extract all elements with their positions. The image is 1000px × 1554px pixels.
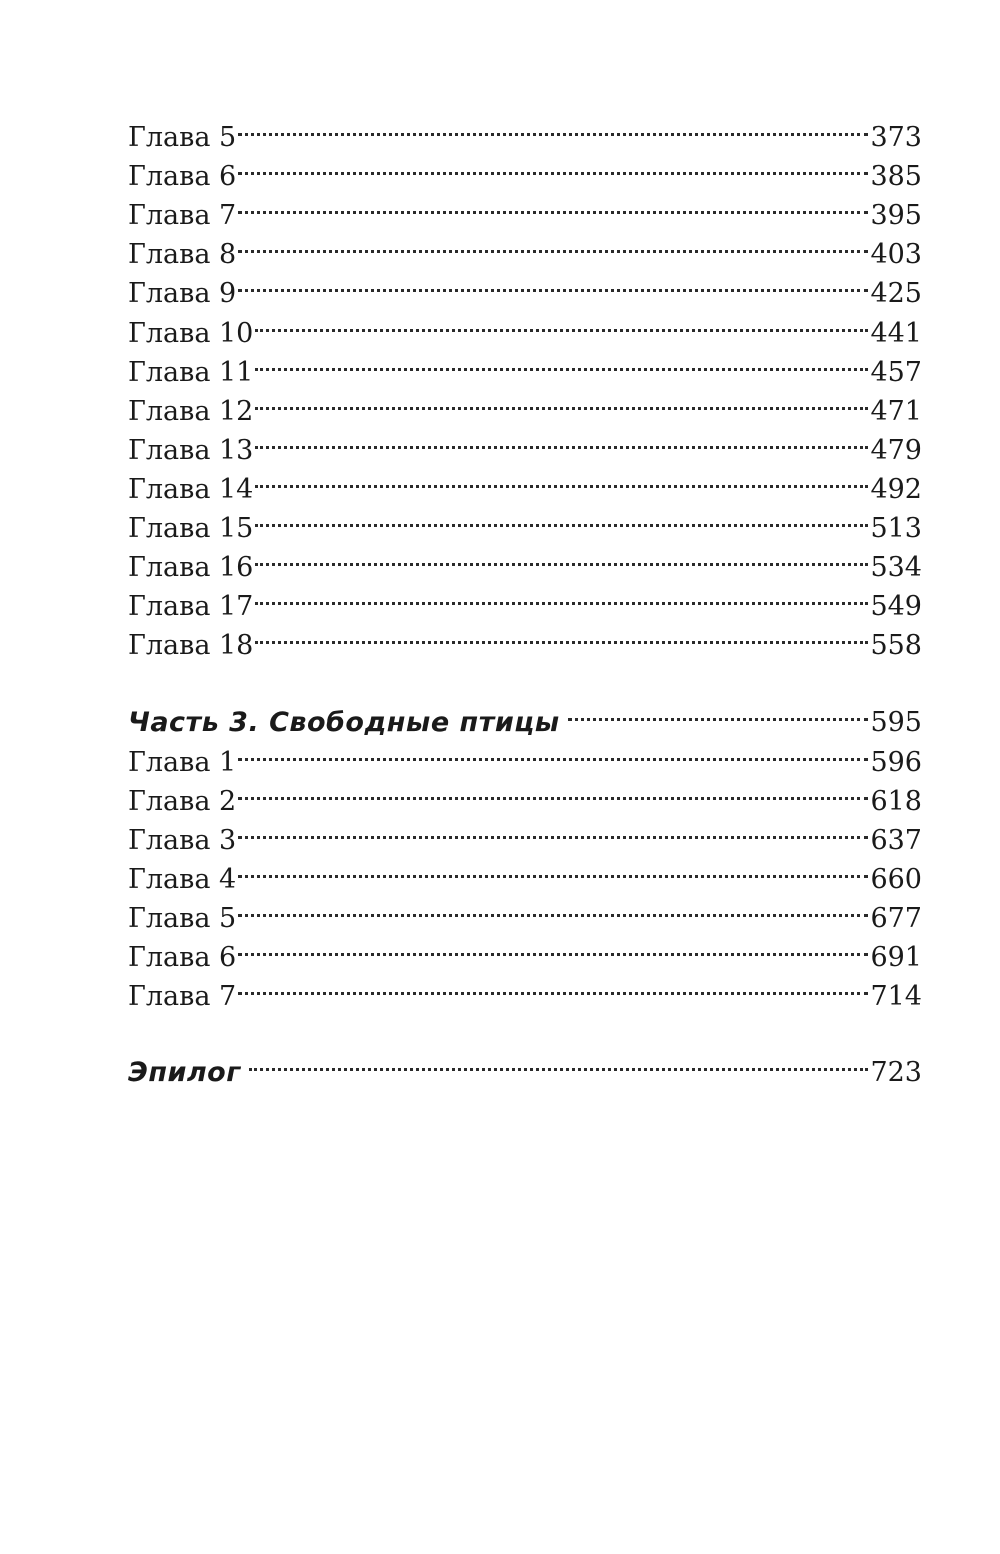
dot-leader <box>238 263 868 302</box>
toc-part-heading[interactable] <box>128 692 922 739</box>
toc-entry[interactable] <box>128 224 922 271</box>
chapter-title: Глава 15 <box>128 513 254 545</box>
part-title: Часть 3. Свободные птицы <box>128 707 560 739</box>
dot-leader <box>238 966 868 1005</box>
chapter-title: Глава 13 <box>128 434 254 466</box>
page-number: 492 <box>870 473 922 505</box>
chapter-title: Глава 7 <box>128 200 237 232</box>
chapter-title: Глава 12 <box>128 395 254 427</box>
page-number: 677 <box>870 902 922 934</box>
page-number: 479 <box>870 434 922 466</box>
dot-leader <box>238 224 868 263</box>
dot-leader <box>255 381 868 420</box>
toc-entry[interactable] <box>128 146 922 193</box>
page-number: 596 <box>870 746 922 778</box>
page-number: 403 <box>870 239 922 271</box>
dot-leader <box>255 420 868 459</box>
page-number: 549 <box>870 591 922 623</box>
page-number: 637 <box>870 824 922 856</box>
part2-chapter-list <box>128 107 922 662</box>
dot-leader <box>255 615 868 654</box>
chapter-title: Глава 6 <box>128 941 237 973</box>
page-number: 395 <box>870 200 922 232</box>
chapter-title: Глава 2 <box>128 785 237 817</box>
dot-leader <box>238 888 868 927</box>
page-number: 457 <box>870 356 922 388</box>
dot-leader <box>255 498 868 537</box>
dot-leader <box>255 576 868 615</box>
page-number: 441 <box>870 317 922 349</box>
chapter-title: Глава 8 <box>128 239 237 271</box>
dot-leader <box>238 771 868 810</box>
page-number: 691 <box>870 941 922 973</box>
dot-leader <box>238 927 868 966</box>
toc-entry[interactable] <box>128 966 922 1013</box>
chapter-title: Глава 10 <box>128 317 254 349</box>
dot-leader <box>255 342 868 381</box>
dot-leader <box>238 849 868 888</box>
chapter-title: Глава 3 <box>128 824 237 856</box>
chapter-title: Глава 16 <box>128 552 254 584</box>
toc-entry[interactable] <box>128 849 922 895</box>
toc-entry[interactable] <box>128 302 922 349</box>
toc-entry[interactable] <box>128 185 922 232</box>
epilog-title: Эпилог <box>128 1057 241 1089</box>
page-number: 723 <box>870 1057 922 1089</box>
toc-entry[interactable] <box>128 263 922 310</box>
page-number: 618 <box>870 785 922 817</box>
dot-leader <box>238 731 868 770</box>
chapter-title: Глава 6 <box>128 161 237 193</box>
page-number: 595 <box>870 707 922 739</box>
chapter-title: Глава 1 <box>128 746 237 778</box>
chapter-title: Глава 11 <box>128 356 254 388</box>
page-number: 373 <box>870 122 922 154</box>
page-number: 425 <box>870 278 922 310</box>
page-number: 471 <box>870 395 922 427</box>
part3-chapter-list <box>128 731 922 1013</box>
page-number: 534 <box>870 552 922 584</box>
toc-entry[interactable] <box>128 107 922 154</box>
dot-leader <box>238 107 868 146</box>
chapter-title: Глава 7 <box>128 981 237 1013</box>
dot-leader <box>238 185 868 224</box>
chapter-title: Глава 4 <box>128 863 237 895</box>
chapter-title: Глава 5 <box>128 122 237 154</box>
toc-entry[interactable] <box>128 810 922 856</box>
dot-leader <box>238 146 868 185</box>
toc-entry[interactable] <box>128 888 922 934</box>
toc-entry[interactable] <box>128 731 922 778</box>
table-of-contents <box>128 107 922 1089</box>
dot-leader <box>249 1042 869 1081</box>
page-number: 558 <box>870 630 922 662</box>
toc-epilog[interactable] <box>128 1042 922 1089</box>
dot-leader <box>238 810 868 849</box>
dot-leader <box>255 459 868 498</box>
dot-leader <box>255 537 868 576</box>
page-number: 513 <box>870 513 922 545</box>
chapter-title: Глава 9 <box>128 278 237 310</box>
chapter-title: Глава 14 <box>128 473 254 505</box>
toc-entry[interactable] <box>128 927 922 973</box>
page-number: 660 <box>870 863 922 895</box>
page-number: 714 <box>870 981 922 1013</box>
dot-leader <box>255 302 868 341</box>
page-number: 385 <box>870 161 922 193</box>
chapter-title: Глава 18 <box>128 630 254 662</box>
toc-entry[interactable] <box>128 771 922 817</box>
dot-leader <box>568 692 869 731</box>
chapter-title: Глава 17 <box>128 591 254 623</box>
chapter-title: Глава 5 <box>128 902 237 934</box>
